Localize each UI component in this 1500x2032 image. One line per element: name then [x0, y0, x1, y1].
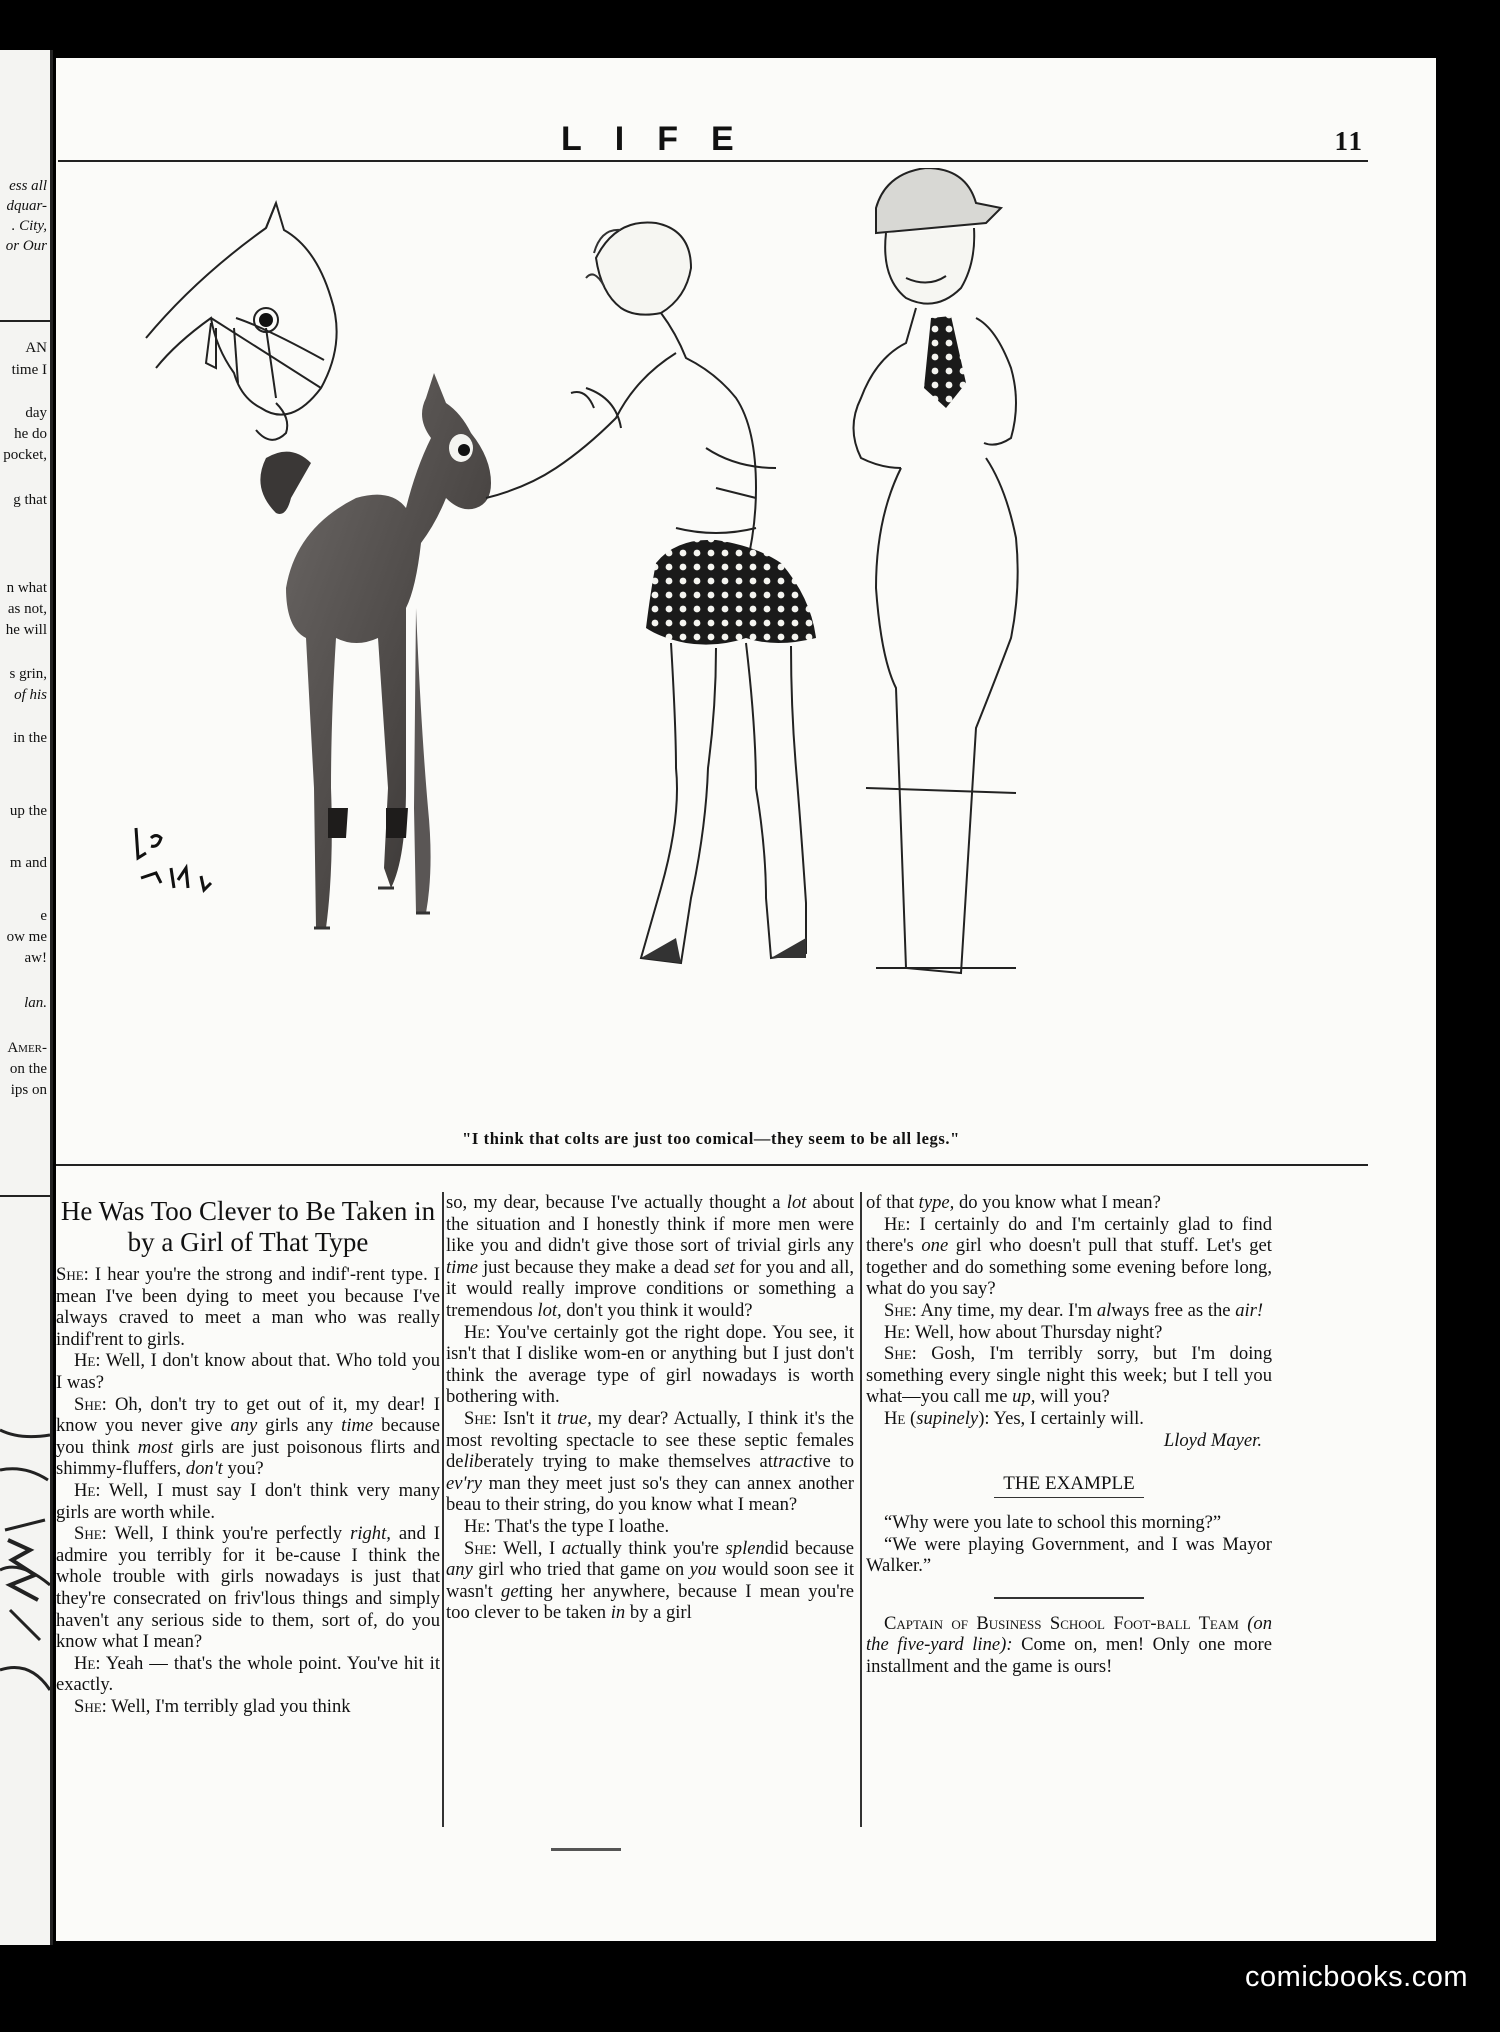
- fragment-rule: [0, 320, 50, 322]
- fragment-line: or Our: [5, 238, 47, 254]
- paragraph: He: Well, I don't know about that. Who told you I was?: [56, 1350, 440, 1393]
- fragment-line: . City,: [11, 218, 47, 234]
- fragment-line: dquar-: [6, 198, 47, 214]
- paragraph: She: Well, I think you're perfectly right, and I admire you terribly for it be-cause I think the whole trouble with girls nowadays is just that they're consecrated on friv'lous things and simply haven't any serious side to them, sort of, do you know what I mean?: [56, 1523, 440, 1653]
- caption-rule: [56, 1164, 1368, 1166]
- fragment-line: Amer-: [7, 1040, 47, 1056]
- title-underline: [994, 1497, 1144, 1499]
- fragment-line: on the: [9, 1061, 47, 1077]
- woman-legs: [641, 643, 806, 963]
- article-column-3: [866, 1192, 1272, 1677]
- paragraph: She: Oh, don't try to get out of it, my dear! I know you never give any girls any time because you think most girls are just poisonous flirts and shimmy-fluffers, don't you?: [56, 1393, 440, 1480]
- fragment-drawing: [0, 1410, 50, 1730]
- paragraph: so, my dear, because I've actually thought a lot about the situation and I honestly think if more men were like you and didn't give those sort of trivial girls any time just because they make a dead set for you and all, it would really improve conditions or something a tremendous lot, don't you think it would?: [446, 1192, 855, 1321]
- polka-dot-skirt: [646, 540, 816, 645]
- paragraph: He: Yeah — that's the whole point. You've hit it exactly.: [56, 1652, 440, 1696]
- fragment-line: he will: [5, 622, 47, 638]
- watermark: comicbooks.com: [1245, 1961, 1468, 1993]
- fragment-line: AN: [25, 340, 47, 356]
- captain-lead: Captain of Business School Foot-ball Team: [884, 1612, 1239, 1634]
- colt-drawing: [260, 373, 491, 928]
- fragment-line: e: [40, 908, 47, 924]
- fragment-line: in the: [13, 730, 47, 746]
- left-page-edge: [0, 50, 53, 1945]
- paragraph: She: Well, I'm terribly glad you think: [74, 1695, 351, 1717]
- horse-eye: [259, 313, 273, 327]
- article-title: He Was Too Clever to Be Taken in by a Girl of That Type: [60, 1196, 436, 1257]
- horse-head-drawing: [146, 203, 337, 440]
- paragraph: She: Isn't it true, my dear? Actually, I think it's the most revolting spectacle to see these septic females deliberately trying to make themselves attractive to ev'ry man they meet just so's they can annex another beau to their string, do you know what I mean?: [446, 1407, 854, 1516]
- header-rule: [58, 160, 1368, 162]
- cartoon-illustration: [116, 168, 1336, 1113]
- paragraph: She: I hear you're the strong and indif'-rent type. I mean I've been dying to meet you because I've always craved to meet a man who was really indif'rent to girls.: [56, 1264, 440, 1350]
- fragment-line: of his: [14, 687, 47, 703]
- section-rule: [994, 1597, 1144, 1599]
- paragraph: She: Well, I actually think you're splendid because any girl who tried that game on you would soon see it wasn't getting her anywhere, because I mean you're too clever to be taken in by a girl: [446, 1537, 855, 1624]
- paragraph: She: Gosh, I'm terribly sorry, but I'm doing something every single night this week; but I tell you what—you call me up, will you?: [866, 1343, 1272, 1408]
- fragment-line: day: [25, 405, 47, 421]
- paragraph: of that type, do you know what I mean?: [866, 1192, 1161, 1213]
- fragment-line: m and: [9, 855, 47, 871]
- fragment-rule: [0, 1195, 50, 1197]
- fragment-line: n what: [6, 580, 47, 596]
- fragment-line: ow me: [6, 929, 47, 945]
- magazine-page: [56, 58, 1436, 1941]
- footer-mark: [551, 1848, 621, 1851]
- paragraph: He: You've certainly got the right dope. You see, it isn't that I dislike wom-en or anything but I just don't think the average type of girl nowadays is worth bothering with.: [446, 1321, 854, 1408]
- paragraph: He: Well, I must say I don't think very many girls are worth while.: [56, 1479, 440, 1523]
- paragraph: “Why were you late to school this morning?”: [884, 1512, 1222, 1534]
- fragment-line: pocket,: [3, 447, 47, 463]
- paragraph: She: Any time, my dear. I'm always free as the air!: [884, 1299, 1264, 1321]
- man-drawing: [854, 168, 1018, 973]
- magazine-title: LIFE: [561, 120, 767, 158]
- fragment-line: lan.: [24, 995, 47, 1011]
- captain-stage: (on the five-yard line):: [866, 1612, 1272, 1656]
- woman-drawing: [486, 222, 776, 568]
- fragment-line: he do: [14, 426, 47, 442]
- byline: Lloyd Mayer.: [1163, 1429, 1262, 1451]
- fragment-line: s grin,: [9, 666, 47, 682]
- fragment-line: time I: [11, 362, 47, 378]
- article-column-1: [56, 1192, 440, 1717]
- fragment-line: aw!: [24, 950, 47, 966]
- paragraph: He: Well, how about Thursday night?: [884, 1321, 1163, 1343]
- article-column-2: [446, 1192, 854, 1624]
- artist-signature: [136, 828, 211, 890]
- fragment-line: up the: [9, 803, 47, 819]
- paragraph: He (supinely): Yes, I certainly will.: [884, 1407, 1144, 1429]
- fragment-line: g that: [13, 492, 47, 508]
- fragment-line: ess all: [9, 178, 47, 194]
- captain-text: Come on, men! Only one more installment and the game is ours!: [866, 1634, 1272, 1677]
- paragraph: He: That's the type I loathe.: [464, 1515, 670, 1537]
- paragraph: He: I certainly do and I'm certainly glad to find there's one girl who doesn't pull that stuff. Let's get together and do something some evening before long, what do you say?: [866, 1213, 1272, 1300]
- column-divider: [860, 1192, 862, 1827]
- illustration-caption: "I think that colts are just too comical—they seem to be all legs.": [462, 1129, 960, 1148]
- example-title: THE EXAMPLE: [1003, 1473, 1135, 1495]
- fragment-line: ips on: [10, 1082, 47, 1098]
- paragraph: “We were playing Government, and I was Mayor Walker.”: [866, 1533, 1272, 1577]
- fragment-line: as not,: [7, 601, 47, 617]
- paragraph: [866, 1613, 1272, 1678]
- page-number: 11: [1334, 126, 1364, 156]
- polka-dot-tie: [924, 316, 966, 408]
- column-divider: [442, 1192, 444, 1827]
